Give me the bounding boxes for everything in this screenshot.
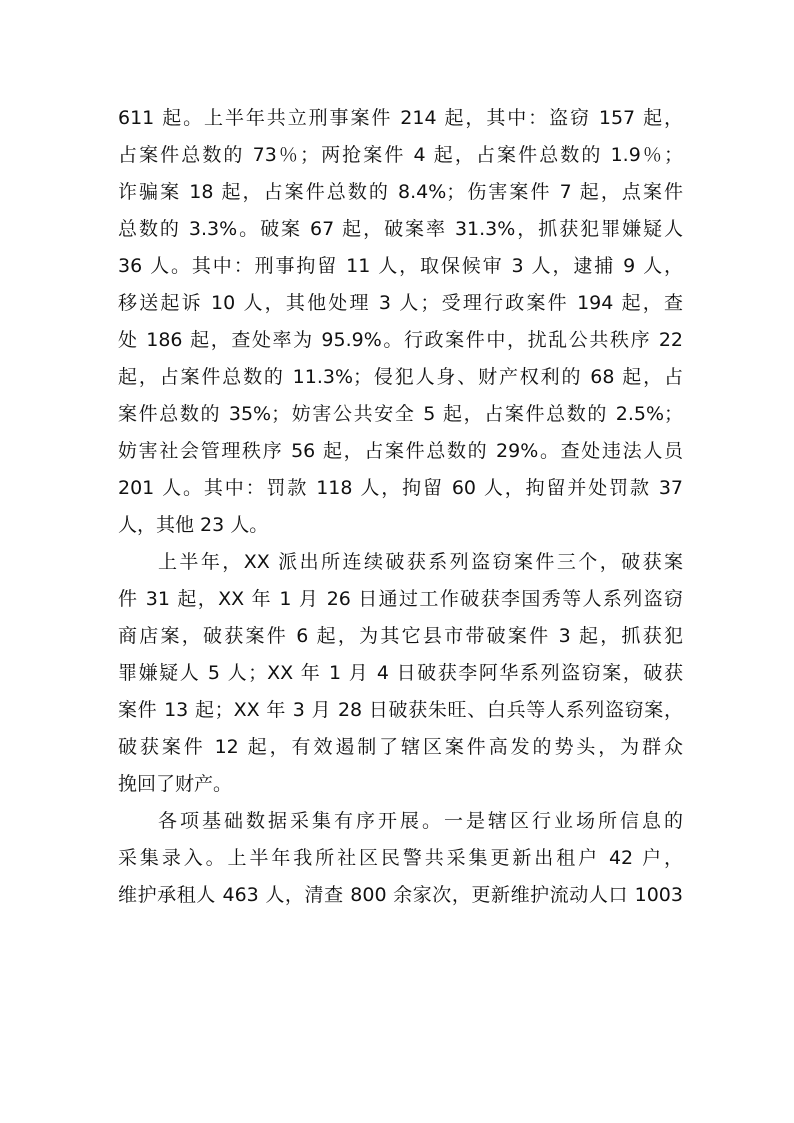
text-line: 起，占案件总数的 11.3%；侵犯人身、财产权利的 68 起，占: [118, 366, 683, 388]
paragraph-theft-cases: [118, 544, 683, 803]
text-line: 维护承租人 463 人，清查 800 余家次，更新维护流动人口 1003: [118, 884, 683, 906]
text-line: 上半年，XX 派出所连续破获系列盗窃案件三个，破获案: [158, 551, 683, 573]
text-line: 案件总数的 35%；妨害公共安全 5 起，占案件总数的 2.5%；: [118, 403, 683, 425]
text-line: 挽回了财产。: [118, 773, 233, 795]
text-line: 各项基础数据采集有序开展。一是辖区行业场所信息的: [158, 810, 683, 832]
paragraph-data-collection: [118, 803, 683, 914]
text-line: 占案件总数的 73％；两抢案件 4 起，占案件总数的 1.9％；: [118, 144, 683, 166]
text-line: 件 31 起，XX 年 1 月 26 日通过工作破获李国秀等人系列盗窃: [118, 588, 683, 610]
text-line: 611 起。上半年共立刑事案件 214 起，其中：盗窃 157 起，: [118, 107, 683, 129]
text-line: 采集录入。上半年我所社区民警共采集更新出租户 42 户，: [118, 847, 683, 869]
document-page: [118, 100, 683, 914]
text-line: 处 186 起，查处率为 95.9%。行政案件中，扰乱公共秩序 22: [118, 329, 683, 351]
text-line: 移送起诉 10 人，其他处理 3 人；受理行政案件 194 起，查: [118, 292, 683, 314]
text-line: 破获案件 12 起，有效遏制了辖区案件高发的势头，为群众: [118, 736, 683, 758]
text-line: 总数的 3.3%。破案 67 起，破案率 31.3%，抓获犯罪嫌疑人: [118, 218, 683, 240]
text-line: 罪嫌疑人 5 人；XX 年 1 月 4 日破获李阿华系列盗窃案，破获: [118, 662, 683, 684]
text-line: 36 人。其中：刑事拘留 11 人，取保候审 3 人，逮捕 9 人，: [118, 255, 683, 277]
text-line: 妨害社会管理秩序 56 起，占案件总数的 29%。查处违法人员: [118, 440, 683, 462]
text-line: 商店案，破获案件 6 起，为其它县市带破案件 3 起，抓获犯: [118, 625, 683, 647]
paragraph-crime-statistics: [118, 100, 683, 544]
text-line: 诈骗案 18 起，占案件总数的 8.4%；伤害案件 7 起，点案件: [118, 181, 683, 203]
text-line: 案件 13 起；XX 年 3 月 28 日破获朱旺、白兵等人系列盗窃案，: [118, 699, 683, 721]
text-line: 人，其他 23 人。: [118, 514, 269, 536]
text-line: 201 人。其中：罚款 118 人，拘留 60 人，拘留并处罚款 37: [118, 477, 683, 499]
